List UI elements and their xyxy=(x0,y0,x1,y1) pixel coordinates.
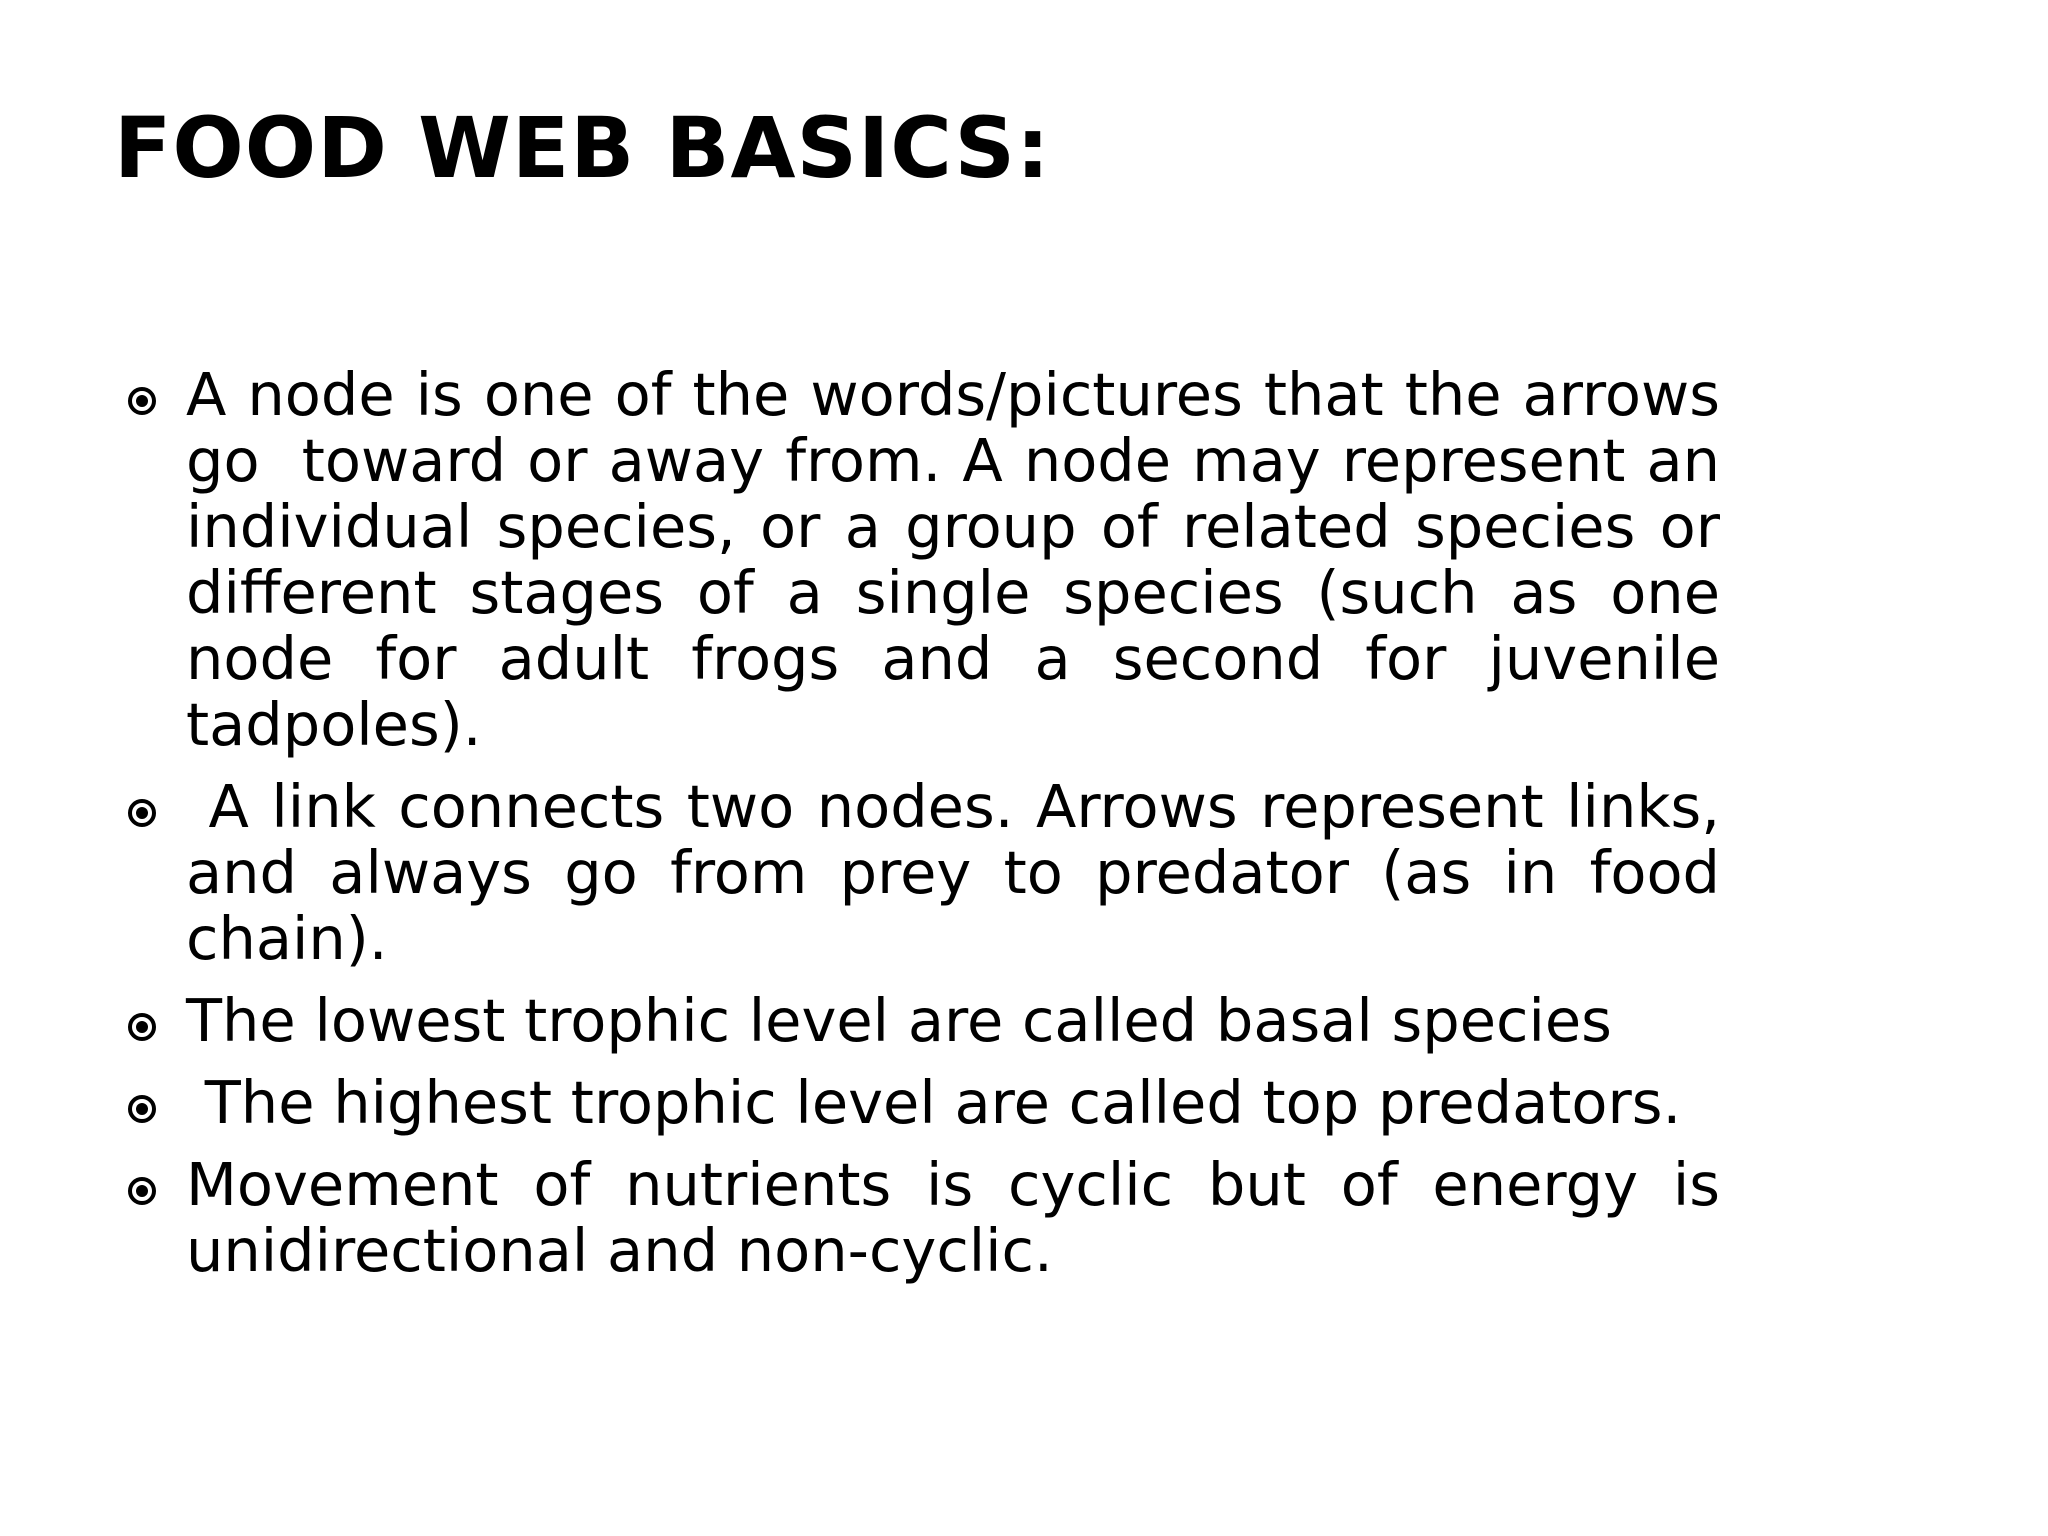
bullet-item-link xyxy=(120,772,1739,973)
bullet-item-top-predators xyxy=(120,1070,1720,1136)
radio-bullet-icon xyxy=(128,799,156,827)
bullet-text: The highest trophic level are called top predators. xyxy=(186,1068,1682,1137)
bullet-text: Movement of nutrients is cyclic but of energy is unidirectional and non-cyclic. xyxy=(186,1150,1739,1285)
bullet-text: The lowest trophic level are called basal species xyxy=(186,986,1612,1055)
bullet-item-node xyxy=(120,360,1739,759)
radio-bullet-icon xyxy=(128,1095,156,1123)
bullet-list xyxy=(120,360,1739,1300)
bullet-item-nutrients-energy xyxy=(120,1150,1739,1285)
radio-bullet-icon xyxy=(128,387,156,415)
slide-title: FOOD WEB BASICS: xyxy=(114,99,1051,197)
bullet-text: A node is one of the words/pictures that the arrows go toward or away from. A node may represent an individual species, or a group of related species or different stages of a single species (such as one node for adult frogs and a second for juvenile tadpoles). xyxy=(186,360,1739,759)
bullet-text: A link connects two nodes. Arrows represent links, and always go from prey to predator (as in food chain). xyxy=(186,772,1739,973)
radio-bullet-icon xyxy=(128,1177,156,1205)
bullet-item-basal-species xyxy=(120,988,1720,1054)
radio-bullet-icon xyxy=(128,1013,156,1041)
